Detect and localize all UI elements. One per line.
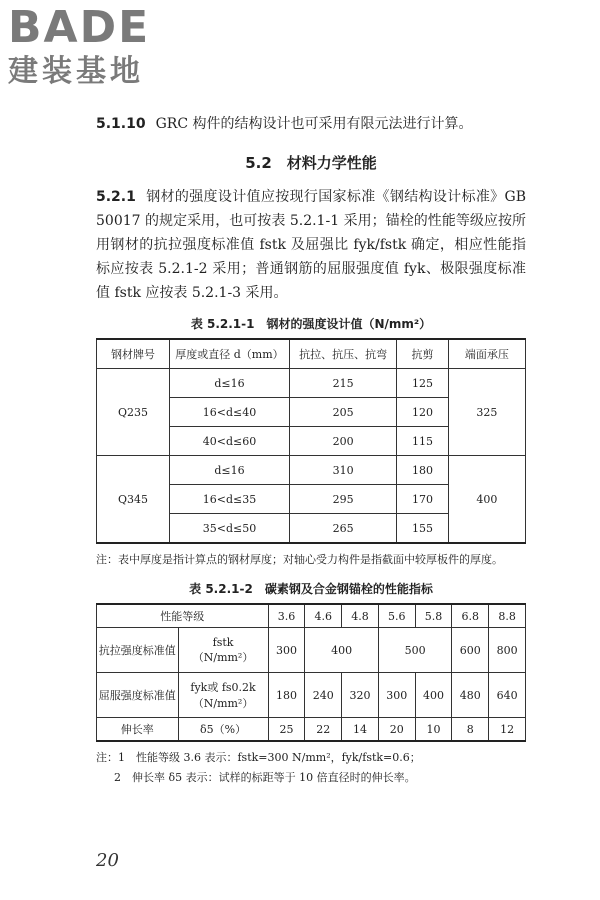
- label-cell: 抗拉强度标准值: [97, 628, 179, 673]
- value-cell: 20: [378, 718, 415, 742]
- grade-cell: 4.6: [305, 604, 342, 628]
- table2-note-2: 2 伸长率 δ5 表示：试样的标距等于 10 倍直径时的伸长率。: [114, 771, 416, 784]
- value-cell: 125: [397, 369, 448, 398]
- label-cell: 屈服强度标准值: [97, 673, 179, 718]
- grade-cell: 4.8: [342, 604, 379, 628]
- range-cell: d≤16: [169, 456, 289, 485]
- grade-cell: Q345: [97, 456, 170, 544]
- value-cell: 14: [342, 718, 379, 742]
- header-cell: 抗拉、抗压、抗弯: [290, 339, 397, 369]
- symbol: fyk或 fs0.2k: [190, 681, 256, 694]
- value-cell: 240: [305, 673, 342, 718]
- value-cell: 640: [489, 673, 526, 718]
- clause-number: 5.2.1: [96, 189, 136, 205]
- value-cell: 12: [489, 718, 526, 742]
- symbol: fstk: [212, 635, 234, 649]
- page-content: [96, 112, 526, 788]
- value-cell: 205: [290, 398, 397, 427]
- table1-note: 注：表中厚度是指计算点的钢材厚度；对轴心受力构件是指截面中较厚板件的厚度。: [96, 553, 503, 566]
- range-cell: d≤16: [169, 369, 289, 398]
- steel-strength-table: [96, 338, 526, 544]
- value-cell: 120: [397, 398, 448, 427]
- unit: （N/mm²）: [192, 697, 254, 710]
- table2-note-1: 注：1 性能等级 3.6 表示：fstk=300 N/mm²，fyk/fstk=0.6；: [96, 751, 421, 764]
- grade-cell: 6.8: [452, 604, 489, 628]
- grade-cell: 3.6: [268, 604, 305, 628]
- value-cell: 155: [397, 514, 448, 544]
- value-cell: 22: [305, 718, 342, 742]
- value-cell: 400: [415, 673, 452, 718]
- anchor-bolt-table: [96, 603, 526, 742]
- logo-wordmark: BADE: [8, 2, 151, 53]
- value-cell: 180: [268, 673, 305, 718]
- value-cell: 115: [397, 427, 448, 456]
- label-cell: 伸长率: [97, 718, 179, 742]
- table1-title: 表 5.2.1-1 钢材的强度设计值（N/mm²）: [190, 317, 432, 331]
- grade-cell: 5.8: [415, 604, 452, 628]
- range-cell: 35<d≤50: [169, 514, 289, 544]
- value-cell: 600: [452, 628, 489, 673]
- table2-title: 表 5.2.1-2 碳素钢及合金钢锚栓的性能指标: [189, 582, 433, 596]
- table-row: [97, 369, 526, 398]
- clause-5-2-1: [96, 185, 526, 305]
- table-row: [97, 628, 526, 673]
- table-header-row: [97, 339, 526, 369]
- value-cell: 480: [452, 673, 489, 718]
- value-cell: 320: [342, 673, 379, 718]
- range-cell: 40<d≤60: [169, 427, 289, 456]
- value-cell: 200: [290, 427, 397, 456]
- header-cell: 钢材牌号: [97, 339, 170, 369]
- value-cell: 400: [305, 628, 379, 673]
- value-cell: 25: [268, 718, 305, 742]
- value-cell: 10: [415, 718, 452, 742]
- page-number: 20: [96, 850, 119, 871]
- range-cell: 16<d≤40: [169, 398, 289, 427]
- value-cell: 295: [290, 485, 397, 514]
- header-cell: 端面承压: [448, 339, 525, 369]
- grade-cell: Q235: [97, 369, 170, 456]
- range-cell: 16<d≤35: [169, 485, 289, 514]
- clause-text: 钢材的强度设计值应按现行国家标准《钢结构设计标准》GB 50017 的规定采用，也可按表 5.2.1-1 采用；锚栓的性能等级应按所用钢材的抗拉强度标准值 fstk 及屈强比 fyk/fstk 确定，相应性能指标应按表 5.2.1-2 采用；普通钢筋的屈服强度值 fyk、极限强度标准值 fstk 应按表 5.2.1-3 采用。: [96, 189, 526, 301]
- clause-number: 5.1.10: [96, 116, 146, 132]
- value-cell: 180: [397, 456, 448, 485]
- clause-5-1-10: [96, 112, 526, 136]
- header-cell: 厚度或直径 d（mm）: [169, 339, 289, 369]
- table-header-row: [97, 604, 526, 628]
- unit: （N/mm²）: [192, 650, 254, 664]
- bearing-cell: 325: [448, 369, 525, 456]
- table-row: [97, 456, 526, 485]
- grade-cell: 5.6: [378, 604, 415, 628]
- bearing-cell: 400: [448, 456, 525, 544]
- table-row: [97, 673, 526, 718]
- value-cell: 265: [290, 514, 397, 544]
- logo: [8, 4, 178, 90]
- header-cell: 抗剪: [397, 339, 448, 369]
- symbol-cell: [178, 628, 268, 673]
- value-cell: 215: [290, 369, 397, 398]
- value-cell: 310: [290, 456, 397, 485]
- value-cell: 800: [489, 628, 526, 673]
- value-cell: 170: [397, 485, 448, 514]
- value-cell: 300: [378, 673, 415, 718]
- grade-cell: 8.8: [489, 604, 526, 628]
- value-cell: 300: [268, 628, 305, 673]
- clause-text: GRC 构件的结构设计也可采用有限元法进行计算。: [155, 116, 473, 132]
- symbol-cell: δ5（%）: [178, 718, 268, 742]
- value-cell: 500: [378, 628, 452, 673]
- value-cell: 8: [452, 718, 489, 742]
- table-row: [97, 718, 526, 742]
- section-title: 5.2 材料力学性能: [245, 154, 377, 172]
- symbol-cell: [178, 673, 268, 718]
- grade-label-cell: 性能等级: [97, 604, 269, 628]
- logo-chinese: 建装基地: [8, 54, 144, 89]
